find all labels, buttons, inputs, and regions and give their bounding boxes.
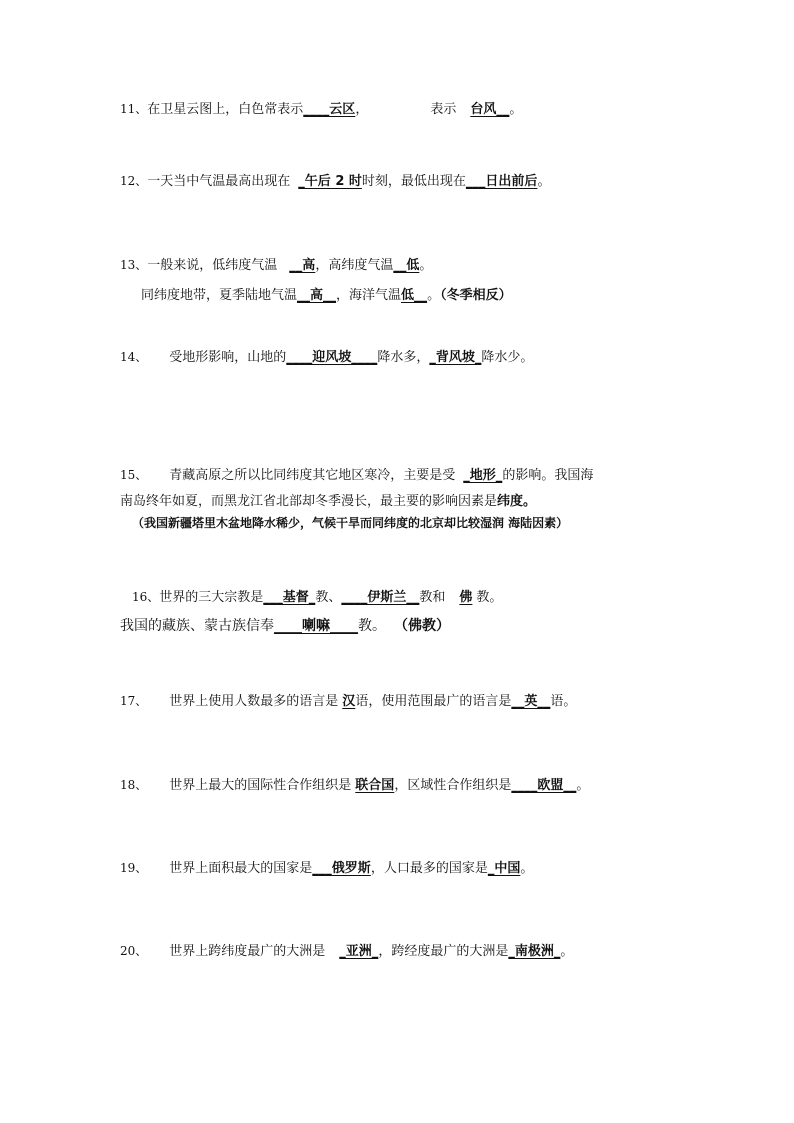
question-number: 20、 [120, 944, 148, 958]
answer-blank: ____云区 [303, 102, 356, 117]
note-text: （冬季相反） [440, 288, 512, 303]
question-13-line2 [141, 287, 512, 305]
answer-blank: _地形_ [463, 468, 503, 483]
question-text: 教、 [315, 590, 342, 605]
question-text: ，跨经度最广的大洲是 [378, 944, 509, 959]
question-text: 世界上使用人数最多的语言是 [169, 694, 339, 709]
question-text: 受地形影响，山地的 [169, 350, 287, 365]
question-number: 18、 [120, 778, 148, 792]
question-text: 我国的藏族、蒙古族信奉 [120, 618, 274, 634]
answer-blank: _午后 2 时 [298, 174, 362, 189]
question-text: 教。 [358, 618, 386, 634]
question-text: 青藏高原之所以比同纬度其它地区寒冷，主要是受 [169, 468, 456, 483]
answer-blank: ____喇嘛____ [274, 618, 358, 634]
question-number: 11、 [120, 102, 148, 116]
answer-blank: _中国 [487, 861, 521, 876]
question-text: 在卫星云图上，白色常表示 [147, 102, 304, 117]
question-text: 世界上面积最大的国家是 [169, 861, 313, 876]
question-text: 世界上最大的国际性合作组织是 [169, 778, 352, 793]
question-text: ，海洋气温 [336, 288, 402, 303]
question-text: 同纬度地带，夏季陆地气温 [141, 288, 298, 303]
answer-blank: _南极洲_ [508, 944, 561, 959]
question-18 [120, 776, 589, 795]
question-14 [120, 348, 533, 367]
answer-blank: ___基督_ [263, 590, 316, 605]
question-19 [120, 859, 533, 878]
question-number: 19、 [120, 861, 148, 875]
question-number: 16、 [132, 590, 160, 604]
question-text: 语。 [550, 694, 577, 709]
answer-blank: 台风__ [470, 102, 510, 117]
answer-blank: __低 [393, 258, 420, 273]
question-number: 15、 [120, 468, 148, 482]
answer-blank: __高__ [297, 288, 337, 303]
question-text: 的影响。我国海 [502, 468, 594, 483]
answer-blank: ___俄罗斯 [312, 861, 371, 876]
question-number: 13、 [120, 258, 148, 272]
answer-blank: 汉 [342, 694, 356, 709]
answer-blank: _亚洲_ [339, 944, 379, 959]
question-text: 降水少。 [481, 350, 534, 365]
question-text: 。 [560, 944, 574, 959]
answer-blank: __英__ [511, 694, 551, 709]
question-number: 12、 [120, 174, 148, 188]
question-text: ，人口最多的国家是 [370, 861, 488, 876]
question-15-line2 [120, 493, 536, 511]
answer-blank: _背风坡_ [429, 350, 482, 365]
question-text: 。 [523, 494, 537, 509]
answer-blank: ____迎风坡____ [286, 350, 378, 365]
question-number: 14、 [120, 350, 148, 364]
question-text: 。 [419, 258, 433, 273]
answer-blank: __高 [289, 258, 316, 273]
answer-blank: 低__ [401, 288, 428, 303]
question-text: 降水多， [377, 350, 430, 365]
question-text: 。 [509, 102, 523, 117]
answer-blank: ___日出前后 [465, 174, 538, 189]
question-12 [120, 172, 550, 191]
answer-blank: 联合国 [355, 778, 395, 793]
question-text: ， [355, 102, 369, 117]
question-text: 表示 [430, 102, 457, 117]
question-11 [120, 100, 522, 119]
question-20 [120, 942, 573, 961]
question-text: 一般来说，低纬度气温 [147, 258, 278, 273]
answer-blank: 佛 [459, 590, 473, 605]
question-text: 世界上跨纬度最广的大洲是 [169, 944, 326, 959]
answer-blank: ____伊斯兰__ [341, 590, 420, 605]
question-text: 南岛终年如夏，而黑龙江省北部却冬季漫长，最主要的影响因素是 [120, 494, 498, 509]
question-number: 17、 [120, 694, 148, 708]
question-text: 时刻，最低出现在 [361, 174, 466, 189]
question-text: 。 [537, 174, 551, 189]
question-16 [132, 588, 502, 607]
question-text: ，区域性合作组织是 [394, 778, 512, 793]
question-text: 语，使用范围最广的语言是 [355, 694, 512, 709]
question-text: ，高纬度气温 [315, 258, 394, 273]
question-text: 教。 [476, 590, 503, 605]
question-text: 教和 [419, 590, 446, 605]
note-text: （我国新疆塔里木盆地降水稀少，气候干旱而同纬度的北京却比较湿润 海陆因素） [132, 516, 569, 530]
question-text: 。 [520, 861, 534, 876]
answer-text: 纬度 [497, 494, 524, 509]
question-13 [120, 256, 432, 275]
answer-blank: ____欧盟__ [511, 778, 577, 793]
note-text: （佛教） [394, 618, 450, 634]
question-text: 。 [427, 288, 441, 303]
question-16-line2 [120, 617, 450, 635]
question-text: 世界的三大宗教是 [159, 590, 264, 605]
question-17 [120, 692, 576, 711]
question-15 [120, 466, 593, 485]
question-text: 一天当中气温最高出现在 [147, 174, 291, 189]
question-text: 。 [576, 778, 590, 793]
